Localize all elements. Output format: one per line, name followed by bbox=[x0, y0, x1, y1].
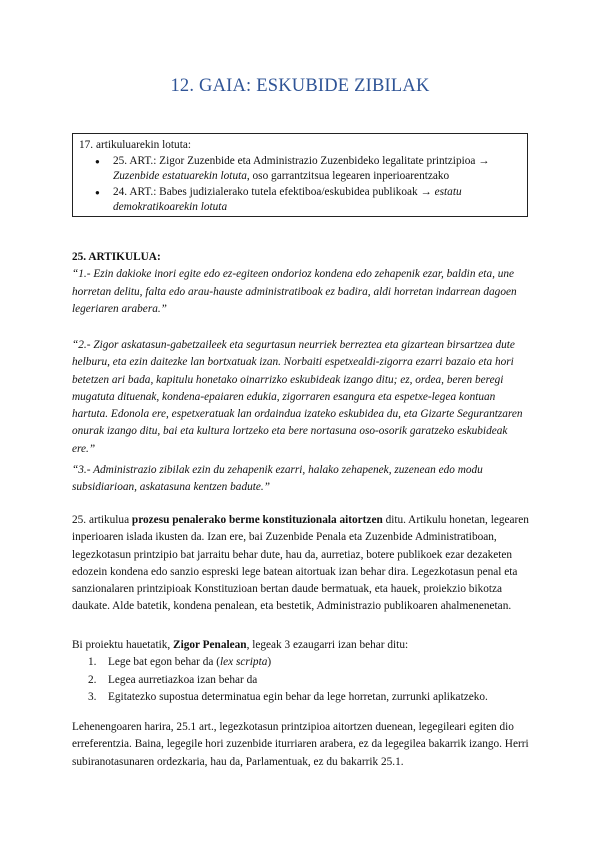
related-articles-box bbox=[72, 133, 528, 217]
article-quote-3: “3.- Administrazio zibilak ezin du zehapenik ezarri, halako zehapenek, zuzenean edo modu subsidiarioan, askatasuna kentzen badute.” bbox=[72, 464, 483, 494]
list-item: 2. Legea aurretiazkoa izan behar da bbox=[88, 673, 258, 686]
related-heading: 17. artikuluarekin lotuta: bbox=[79, 139, 191, 151]
paragraph-1: 25. artikulua prozesu penalerako berme konstituzionala aitortzen ditu. Artikulu honetan, legearen inperioaren islada ikusten da. Izan ere, bai Zuzenbide Penala eta Zuzenbide Administratiboan, legezkotasun printzipio bat jarraitu behar dute, hau da, aurretiaz, botere publikoek ezar dezaketen edozein kondena edo sanzio espreski lege batean aitortuak izan behar dira. Legezkotasun penal eta sanzionalaren printzipioak Konstituzioan bertan daude bermatuak, eta hauek, proiekzio bikotza daukate. Alde batetik, kondena penalean, eta bestetik, Administrazio publikoaren ahalmenenetan. bbox=[72, 514, 529, 613]
arrow-icon: → bbox=[417, 185, 435, 198]
article-quote-2: “2.- Zigor askatasun-gabetzaileek eta segurtasun neurriek berreztea eta gizartean birsartzea dute helburu, eta ezin daitezke lan bortxatuak izan. Norbaiti espetxealdi-zigorra ezarri bazaio eta hori betetzen ari bada, kapitulu honetako oinarrizko eskubideak izango ditu; ez, ordea, beren beregi mugatuta dituenak, kondena-epaiaren edukia, zigorraren esangura eta espetxe-legea kontuan hartuta. Edonola ere, espetxeratuak lan ordaindua izateko eskubidea du, eta Gizarte Segurantzaren onurak izango ditu, bai eta kultura lortzeko eta bere nortasuna oso-osorik garatzeko eskubideak ere.” bbox=[72, 339, 523, 455]
paragraph-3: Lehenengoaren harira, 25.1 art., legezkotasun printzipioa aitortzen duenean, legegileari egiten dio erreferentzia. Baina, legegile hori zuzenbide iturriaren arabera, ez da legegilea bakarrik izango. Herri subiranotasunaren ordezkaria, hau da, Parlamentuak, ez du bakarrik 25.1. bbox=[72, 721, 529, 768]
features-list bbox=[72, 654, 532, 706]
list-item: 3. Egitatezko supostua determinatua egin behar da lege horretan, zurrunki aplikatzeko. bbox=[88, 690, 488, 703]
arrow-icon: → bbox=[475, 154, 490, 167]
article-quote-1: “1.- Ezin dakioke inori egite edo ez-egiteen ondorioz kondena edo zehapenik ezar, baldin eta, une horretan delitu, falta edo arau-hauste administratiboak ez badira, aldi horretan indarrean dagoen legeriaren arabera.” bbox=[72, 268, 517, 315]
page-title: 12. GAIA: ESKUBIDE ZIBILAK bbox=[170, 76, 430, 96]
article-section bbox=[72, 249, 532, 318]
related-list bbox=[79, 154, 519, 216]
list-item: 1. Lege bat egon behar da (lex scripta) bbox=[88, 656, 272, 669]
related-item-24: ● 24. ART.: Babes judizialerako tutela efektiboa/eskubidea publikoak → estatu demokratikoarekin lotuta bbox=[79, 185, 519, 216]
article-heading: 25. ARTIKULUA: bbox=[72, 251, 161, 263]
related-item-25: ● 25. ART.: Zigor Zuzenbide eta Administrazio Zuzenbideko legalitate printzipioa → Zuzenbide estatuarekin lotuta, oso garrantzitsua legearen inperioarentzako bbox=[79, 154, 519, 185]
paragraph-2: Bi proiektu hauetatik, Zigor Penalean, legeak 3 ezaugarri izan behar ditu: 1. Lege bat egon behar da (lex scripta) 2. Legea aurretiazkoa izan behar da 3. Egitatezko supostua determinatua egin behar da lege horretan, zurrunki aplikatzeko. bbox=[72, 637, 532, 706]
